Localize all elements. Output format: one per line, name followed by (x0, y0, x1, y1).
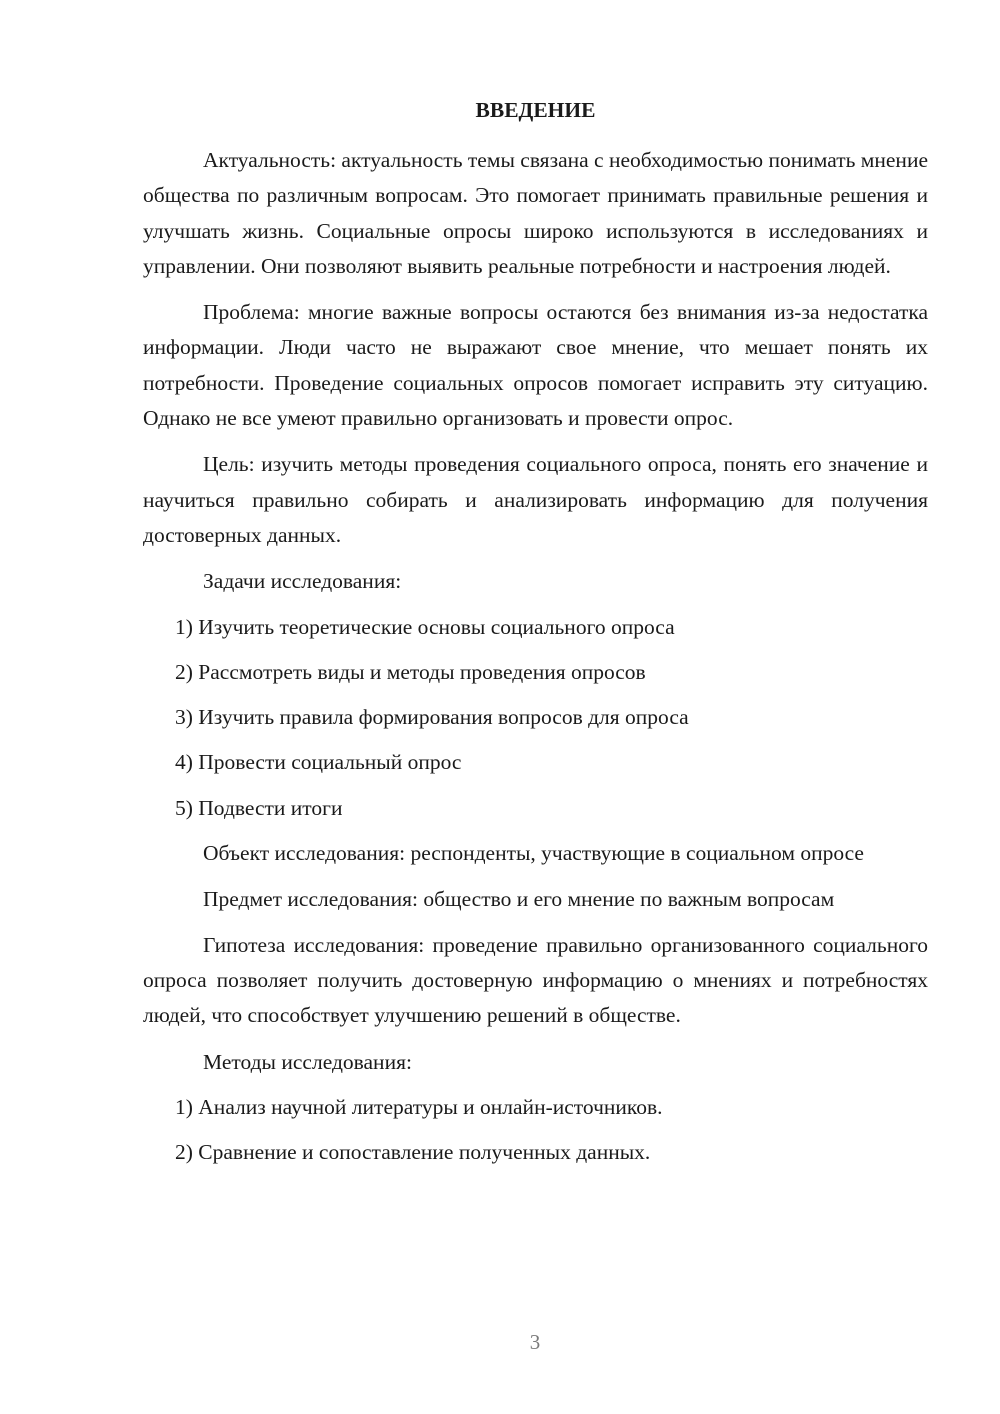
relevance-paragraph: Актуальность: актуальность темы связана с необходимостью понимать мнение общества по различным вопросам. Это помогает принимать правильные решения и улучшать жизнь. Социальные опросы широко используются в исследованиях и управлении. Они позволяют выявить реальные потребности и настроения людей. (143, 148, 928, 278)
hypothesis-paragraph: Гипотеза исследования: проведение правильно организованного социального опроса позволяет получить достоверную информацию о мнениях и потребностях людей, что способствует улучшению решений в обществе. (143, 932, 928, 1028)
task-item-4: 4) Провести социальный опрос (175, 750, 462, 775)
task-item-5: 5) Подвести итоги (175, 795, 343, 820)
page-number: 3 (529, 1330, 541, 1354)
task-item-1: 1) Изучить теоретические основы социального опроса (175, 614, 675, 639)
goal-paragraph: Цель: изучить методы проведения социального опроса, понять его значение и научиться правильно собирать и анализировать информацию для получения достоверных данных. (143, 452, 928, 547)
method-item-2: 2) Сравнение и сопоставление полученных данных. (175, 1140, 651, 1165)
tasks-heading: Задачи исследования: (203, 569, 402, 594)
section-title: ВВЕДЕНИЕ (475, 98, 596, 122)
subject-paragraph: Предмет исследования: общество и его мнение по важным вопросам (203, 887, 835, 912)
methods-heading: Методы исследования: (203, 1049, 412, 1074)
object-paragraph: Объект исследования: респонденты, участвующие в социальном опросе (203, 841, 864, 866)
document-page (143, 95, 928, 1180)
problem-paragraph: Проблема: многие важные вопросы остаются без внимания из-за недостатка информации. Люди часто не выражают свое мнение, что мешает понять их потребности. Проведение социальных опросов помогает исправить эту ситуацию. Однако не все умеют правильно организовать и провести опрос. (143, 300, 928, 431)
method-item-1: 1) Анализ научной литературы и онлайн-источников. (175, 1094, 663, 1119)
task-item-3: 3) Изучить правила формирования вопросов для опроса (175, 705, 689, 730)
task-item-2: 2) Рассмотреть виды и методы проведения опросов (175, 659, 646, 684)
